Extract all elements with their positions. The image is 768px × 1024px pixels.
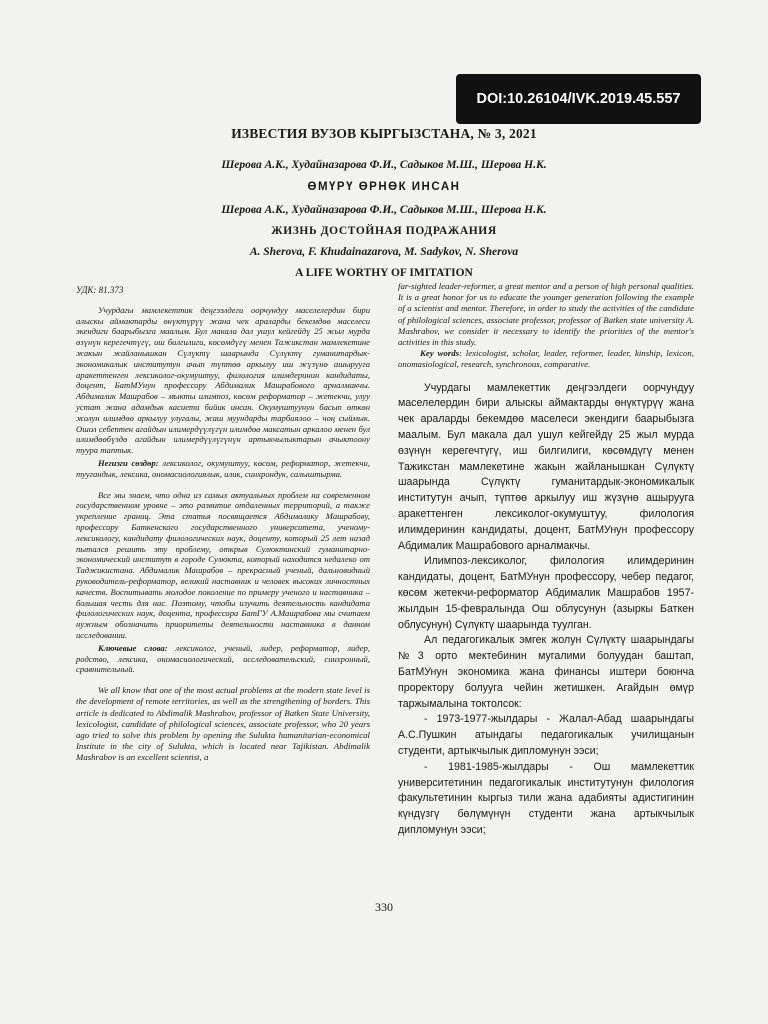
- keywords-en-label: Key words: [420, 348, 460, 359]
- left-column: [76, 285, 370, 764]
- abstract-en-part2: far-sighted leader-reformer, a great mentor and a person of high personal qualities. It is a great honor for us to educate the younger generation following the example of a scientist and mentor. Therefore, in order to study the activities of the candidate of philological sciences, associate professor, professor of Batken state university A. Mashrabov, we consider it necessary to identify the priorities of the mentor's activities in this study.: [398, 281, 694, 348]
- page-number: 330: [375, 900, 393, 914]
- body-paragraph: Илимпоз-лексиколог, филология илимдеринин кандидаты, доцент, БатМУнун профессору, чебер педагог, көсөм жетекчи-реформатор Абдималик Машрабов 1957-жылдын 15-февралында Ош облусунун (азыркы Баткен облусунун) Сүлүктү шаарында туулган.: [398, 555, 694, 631]
- keywords-kg-text: лексиколог, окумуштуу, көсөм, реформатор, жетекчи, туугандык, лексика, ономасиологиялык, илик, синхрондук, салыштырма.: [76, 457, 370, 479]
- body-list-item: - 1981-1985-жылдары - Ош мамлекеттик университетинин педагогикалык институтунун филология факультетинин кыргыз тили жана адабияты адистигинин күндүзгү бөлүмүнүн студенти жана артыкчылык дипломунун ээси;: [398, 760, 694, 836]
- keywords-kg-label: Негизги сөздөр:: [98, 457, 159, 468]
- abstract-ru: Все мы знаем, что одна из самых актуальных проблем на современном государственном уровне – это развитие отдаленных территорий, а также укрепление границ. Эта статья посвящается Абдималику Машрабову, профессору Баткенского государственного университета, ученому-лексикологу, кандидату филологических наук, доценту, который 25 лет назад пытался решить эту проблему, открыв Сулюктинский гуманитарно-экономический институт в городе Сулюкта, который находится недалеко от Таджикистана. Абдималик Машрабов – прекрасный ученый, дальновидный руководитель-реформатор, великий наставник и человек высоких личностных качеств. Воспитывать молодое поколение по примеру ученого и наставника – большая честь для нас. Поэтому, чтобы изучить деятельность кандидата филологических наук, доцента, профессора БатГУ А.Машрабова мы считаем нужным обозначить приоритеты деятельности наставника в данном исследовании.: [76, 489, 370, 640]
- keywords-ru: [76, 643, 370, 675]
- right-column: [398, 281, 694, 839]
- keywords-kg: [76, 458, 370, 480]
- keywords-ru-label: Ключевые слова:: [98, 642, 168, 653]
- abstract-kg: Учурдагы мамлекеттик деңгээлдеги оорчундуу маселелердин бири алыскы аймактарды өнүктүрүү жана чек араларды бекемдөө маселеси экендиги баарыбызга маалым. Бул макала дал ушул кейгейдү 25 жыл мурда өзүнүн керегечтүгү, иш билгилиги, көсөмдүгү менен Тажикстан мамлекетине жакын жайланышкан Сүлүктү шаарында Сүлүктү гуманитардык-экономикалык институтун ачып түптөө аркылуу иш жүзүнө ашырууга аракеттенген лексиколог-окумуштуу, филология илимдеринин кандидаты, доцент, БатМУнун профессору Абдималик Машрабового арналмакчы. Абдималик Машрабов – мыкты илимпоз, көсөм реформатор – жетекчи, улуу устат жана адамдык касиети бийик инсан. Окумуштуунун басып өткөн жолун илимдөө аркылуу улугалы, жаш муундарды тарбиялоо – чоң сыймык. Ошол себептен агайдын илимердүүлүгүн илимдөө максатын аркалоо менен бул илимдөөбүздө агайдын илимердүүлүгүнүн артыкчылыктарын ачыктоону туура таптык.: [76, 304, 370, 456]
- article-body: [398, 381, 694, 839]
- keywords-en: [398, 348, 694, 370]
- body-list-item: - 1973-1977-жылдары - Жалал-Абад шаарындагы А.С.Пушкин атындагы педагогикалык училищанын студенти, артыкчылык дипломунун ээси;: [398, 713, 694, 757]
- udk-code: УДК: 81.373: [76, 285, 124, 295]
- authors-ru: Шерова А.К., Худайназарова Ф.И., Садыков М.Ш., Шерова Н.К.: [221, 204, 547, 216]
- keywords-ru-text: лексиколог, ученый, лидер, реформатор, лидер, родство, лексика, ономасиологический, исследовательский, синхронный, сравнительный.: [76, 642, 370, 675]
- authors-en: A. Sherova, F. Khudainazarova, M. Sadykov, N. Sherova: [249, 246, 519, 258]
- title-en: A LIFE WORTHY OF IMITATION: [295, 267, 473, 279]
- doi-badge: DOI:10.26104/IVK.2019.45.557: [456, 74, 701, 124]
- body-paragraph: Ал педагогикалык эмгек жолун Сүлүктү шаарындагы №3 орто мектебинин мугалими болуудан баштап, БатМУнун экономика жана финансы иштери боюнча проректору болууга чейин жетишкен. Агайдын өмүр таржымалына токтолсок:: [398, 634, 694, 710]
- title-ru: ЖИЗНЬ ДОСТОЙНАЯ ПОДРАЖАНИЯ: [271, 225, 497, 237]
- keywords-en-text: : lexicologist, scholar, leader, reformer, leader, kinship, lexicon, onomasiological, research, synchronous, comparative.: [398, 348, 694, 370]
- authors-kg: Шерова А.К., Худайназарова Ф.И., Садыков М.Ш., Шерова Н.К.: [221, 159, 547, 171]
- journal-header: ИЗВЕСТИЯ ВУЗОВ КЫРГЫЗСТАНА, № 3, 2021: [231, 126, 537, 141]
- body-paragraph: Учурдагы мамлекеттик деңгээлдеги оорчундуу маселелердин бири алыскы аймактарды өнүктүрүү жана чек араларды бекемдөө маселеси экендиги баарыбызга маалым. Бул макала дал ушул кейгейдү 25 жыл мурда өзүнүн керегечтүгү, иш билгилиги, көсөмдүгү менен Тажикстан мамлекетине жакын жайланышкан Сүлүктү шаарында Сүлүктү гуманитардык-экономикалык институтун ачып, түптөө аркылуу иш жүзүнө ашырууга аракеттенген лексиколог-окумуштуу, филология илимдеринин кандидаты, доцент, БатМУнун профессору Абдималик Машрабового арналмакчы.: [398, 381, 694, 552]
- title-kg: ӨМҮРҮ ӨРНӨК ИНСАН: [307, 181, 461, 193]
- abstract-en-part1: We all know that one of the most actual problems at the modern state level is the development of remote territories, as well as the strengthening of borders. This article is dedicated to Abdimalik Mashrabov, professor of Batken State University, lexicologist, candidate of philological sciences, associate professor, who 20 years ago tried to solve this problem by opening the Sulukta humanitarian-economical Institute in the city of Sulukta, which is located near Tajikistan. Abdimalik Mashrabov is an excellent scientist, a: [76, 685, 370, 763]
